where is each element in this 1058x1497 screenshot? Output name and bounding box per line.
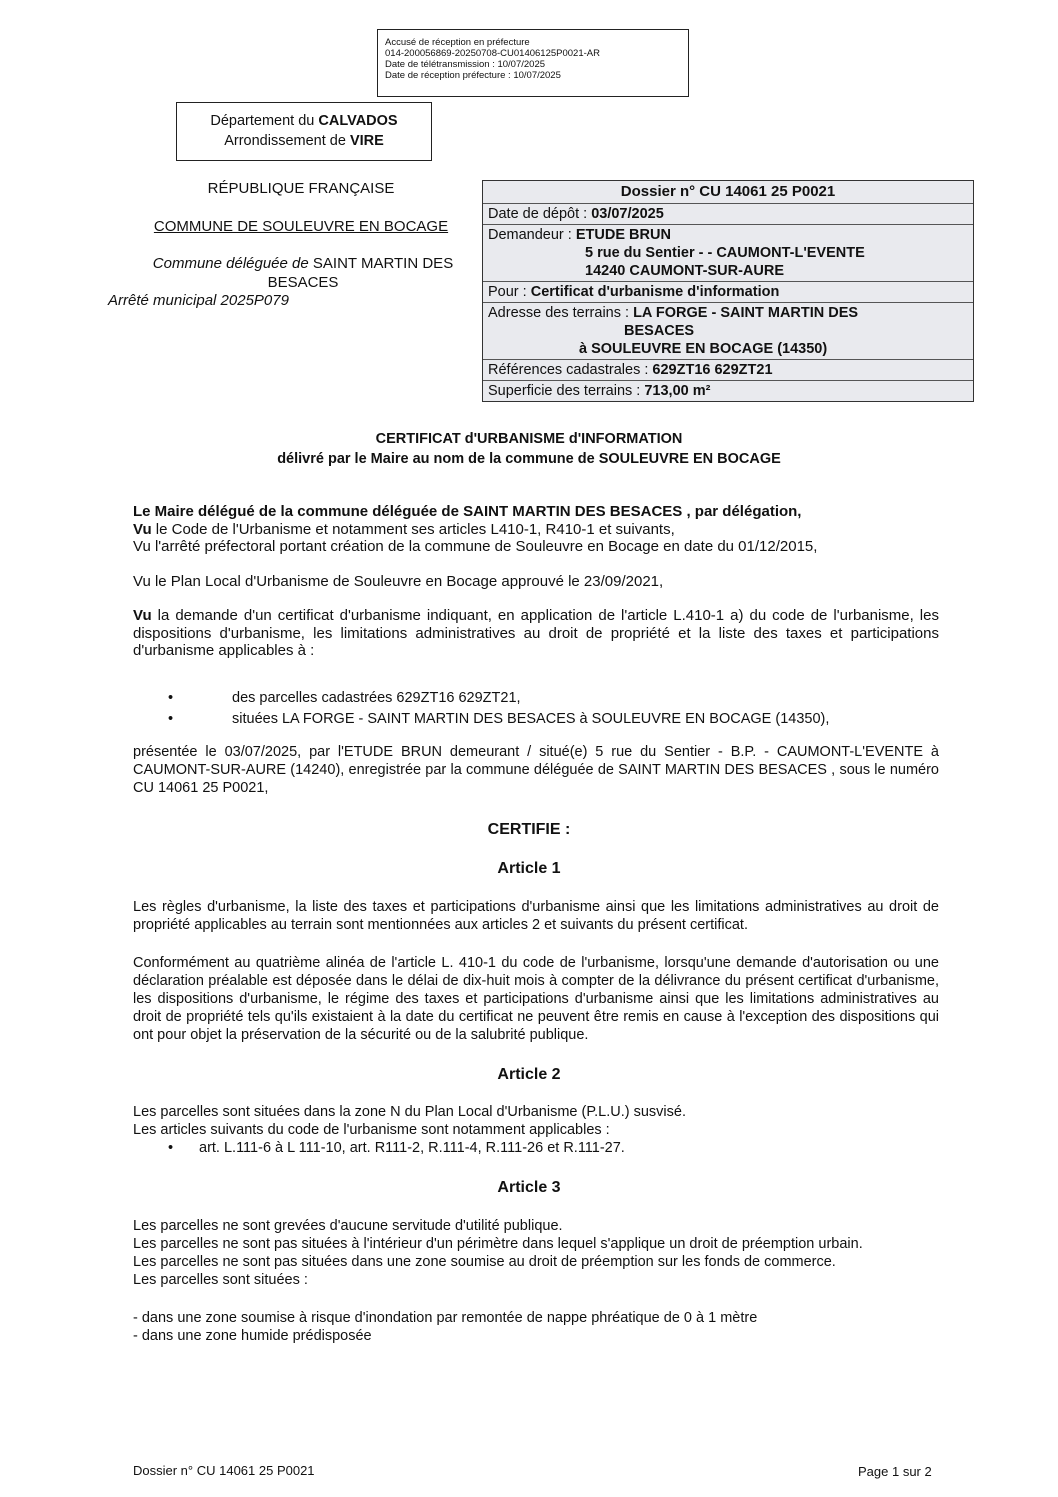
- article-3-line-3: Les parcelles ne sont pas situées dans une zone soumise au droit de préemption sur les fonds de commerce.: [133, 1254, 836, 1270]
- vu-plu-line: Vu le Plan Local d'Urbanisme de Souleuvre en Bocage approuvé le 23/09/2021,: [133, 572, 664, 590]
- article-2-heading: Article 2: [497, 1066, 561, 1083]
- pour-value: Certificat d'urbanisme d'information: [530, 284, 780, 300]
- deleguee-prefix: Commune déléguée de: [152, 255, 313, 272]
- dossier-title: Dossier n° CU 14061 25 P0021: [483, 181, 973, 204]
- department-prefix: Département du: [210, 113, 319, 129]
- list-item: [133, 1139, 939, 1157]
- demandeur-label: Demandeur :: [488, 227, 576, 243]
- adresse-value-2: BESACES: [624, 323, 695, 339]
- certifie-heading: CERTIFIE :: [487, 821, 571, 838]
- depot-row: [483, 204, 973, 225]
- commune-name: COMMUNE DE SOULEUVRE EN BOCAGE: [153, 218, 449, 235]
- bullet-text: art. L.111-6 à L 111-10, art. R111-2, R.111-4, R.111-26 et R.111-27.: [199, 1140, 625, 1156]
- demandeur-address-1: 5 rue du Sentier - - CAUMONT-L'EVENTE: [585, 245, 865, 261]
- deleguee-name: SAINT MARTIN DES BESACES: [267, 255, 454, 291]
- demandeur-row: [483, 225, 973, 282]
- bullet-icon: •: [168, 1140, 174, 1156]
- maire-line: Le Maire délégué de la commune déléguée de SAINT MARTIN DES BESACES , par délégation,: [133, 503, 802, 520]
- dossier-info-box: [482, 180, 974, 402]
- bullet-text: des parcelles cadastrées 629ZT16 629ZT21,: [232, 690, 521, 706]
- refs-value: 629ZT16 629ZT21: [652, 362, 773, 378]
- list-item: [133, 710, 939, 728]
- vu-demande-text: la demande d'un certificat d'urbanisme indiquant, en application de l'article L.410-1 a) du code de l'urbanisme, les dispositions d'urbanisme, les limitations administratives au droit de propriété et la liste des taxes et participations d'urbanisme applicables à :: [133, 607, 939, 659]
- bullet-icon: •: [168, 711, 174, 727]
- article-1-p2: Conformément au quatrième alinéa de l'article L. 410-1 du code de l'urbanisme, lorsqu'une demande d'autorisation ou une déclaration préalable est déposée dans le délai de dix-huit mois à compter de la délivrance du présent certificat d'urbanisme, les dispositions d'urbanisme, le régime des taxes et participations d'urbanisme ainsi que les limitations administratives au droit de propriété tels qu'ils existaient à la date du certificat ne peuvent être remis en cause à l'exception des dispositions qui ont pour objet la préservation de la sécurité ou de la salubrité publique.: [133, 955, 939, 1043]
- republic-title: RÉPUBLIQUE FRANÇAISE: [207, 180, 395, 197]
- department-box: [176, 102, 432, 161]
- pour-label: Pour :: [488, 284, 531, 300]
- arrondissement-line: [177, 131, 431, 151]
- refs-row: [483, 360, 973, 381]
- article-3-detail-2: - dans une zone humide prédisposée: [133, 1328, 372, 1344]
- article-2-line-2: Les articles suivants du code de l'urbanisme sont notamment applicables :: [133, 1122, 610, 1138]
- pour-row: [483, 282, 973, 303]
- stamp-line: Date de réception préfecture : 10/07/2025: [385, 70, 561, 81]
- footer-dossier-number: Dossier n° CU 14061 25 P0021: [133, 1463, 315, 1478]
- article-1-p1: Les règles d'urbanisme, la liste des taxes et participations d'urbanisme ainsi que les limitations administratives au droit de propriété applicables au terrain sont mentionnées aux articles 2 et suivants du présent certificat.: [133, 899, 939, 933]
- adresse-value-1: LA FORGE - SAINT MARTIN DES: [633, 305, 859, 321]
- depot-label: Date de dépôt :: [488, 206, 592, 222]
- article-2-body: [133, 1103, 939, 1157]
- certificate-subtitle: délivré par le Maire au nom de la commune de SOULEUVRE EN BOCAGE: [277, 451, 781, 467]
- vu-demande-line: [133, 607, 939, 660]
- vu-code-line: [133, 521, 939, 539]
- refs-label: Références cadastrales :: [488, 362, 653, 378]
- parcel-bullets: [133, 689, 939, 728]
- prefecture-receipt-stamp: [377, 29, 689, 97]
- demandeur-address-2: 14240 CAUMONT-SUR-AURE: [585, 263, 785, 279]
- vu-label: Vu: [133, 520, 152, 538]
- article-3-line-4: Les parcelles sont situées :: [133, 1272, 308, 1288]
- adresse-row: [483, 303, 973, 360]
- adresse-value-3: à SOULEUVRE EN BOCAGE (14350): [579, 341, 828, 357]
- list-item: [133, 689, 939, 710]
- article-3-detail-1: - dans une zone soumise à risque d'inondation par remontée de nappe phréatique de 0 à 1 mètre: [133, 1310, 758, 1326]
- stamp-line: 014-200056869-20250708-CU01406125P0021-AR: [385, 48, 600, 59]
- stamp-line: Date de télétransmission : 10/07/2025: [385, 59, 546, 70]
- vu-arrete-line: Vu l'arrêté préfectoral portant création de la commune de Souleuvre en Bocage en date du 01/12/2015,: [133, 538, 818, 555]
- presentee-paragraph: présentée le 03/07/2025, par l'ETUDE BRUN demeurant / situé(e) 5 rue du Sentier - B.P. - CAUMONT-L'EVENTE à CAUMONT-SUR-AURE (14240), enregistrée par la commune déléguée de SAINT MARTIN DES BESACES , sous le numéro CU 14061 25 P0021,: [133, 744, 939, 796]
- footer-page-number: Page 1 sur 2: [858, 1464, 932, 1479]
- preamble: [133, 503, 939, 660]
- arrondissement-name: VIRE: [349, 133, 384, 149]
- header-left: [108, 180, 473, 309]
- bullet-icon: •: [168, 690, 174, 706]
- certificate-title-block: [0, 429, 1058, 469]
- depot-value: 03/07/2025: [591, 206, 664, 222]
- adresse-label: Adresse des terrains :: [488, 305, 634, 321]
- superficie-value: 713,00 m²: [644, 383, 711, 399]
- arrondissement-prefix: Arrondissement de: [224, 133, 350, 149]
- commune-deleguee: [128, 254, 478, 292]
- stamp-line: Accusé de réception en préfecture: [385, 37, 530, 48]
- superficie-label: Superficie des terrains :: [488, 383, 645, 399]
- superficie-row: [483, 381, 973, 401]
- article-3-heading: Article 3: [497, 1179, 561, 1196]
- certificate-title: CERTIFICAT d'URBANISME d'INFORMATION: [375, 431, 683, 447]
- article-3-line-1: Les parcelles ne sont grevées d'aucune servitude d'utilité publique.: [133, 1218, 563, 1234]
- demandeur-name: ETUDE BRUN: [575, 227, 671, 243]
- article-3-body: [133, 1217, 939, 1345]
- article-2-line-1: Les parcelles sont situées dans la zone N du Plan Local d'Urbanisme (P.L.U.) susvisé.: [133, 1104, 686, 1120]
- vu-label: Vu: [133, 607, 152, 624]
- arrete-municipal: Arrêté municipal 2025P079: [108, 292, 289, 309]
- article-1-heading: Article 1: [497, 860, 561, 877]
- department-line: [177, 111, 431, 131]
- bullet-text: situées LA FORGE - SAINT MARTIN DES BESACES à SOULEUVRE EN BOCAGE (14350),: [232, 711, 830, 727]
- article-3-line-2: Les parcelles ne sont pas situées à l'intérieur d'un périmètre dans lequel s'applique un droit de préemption urbain.: [133, 1236, 863, 1252]
- department-name: CALVADOS: [318, 113, 398, 129]
- vu-code-text: le Code de l'Urbanisme et notamment ses articles L410-1, R410-1 et suivants,: [151, 520, 675, 538]
